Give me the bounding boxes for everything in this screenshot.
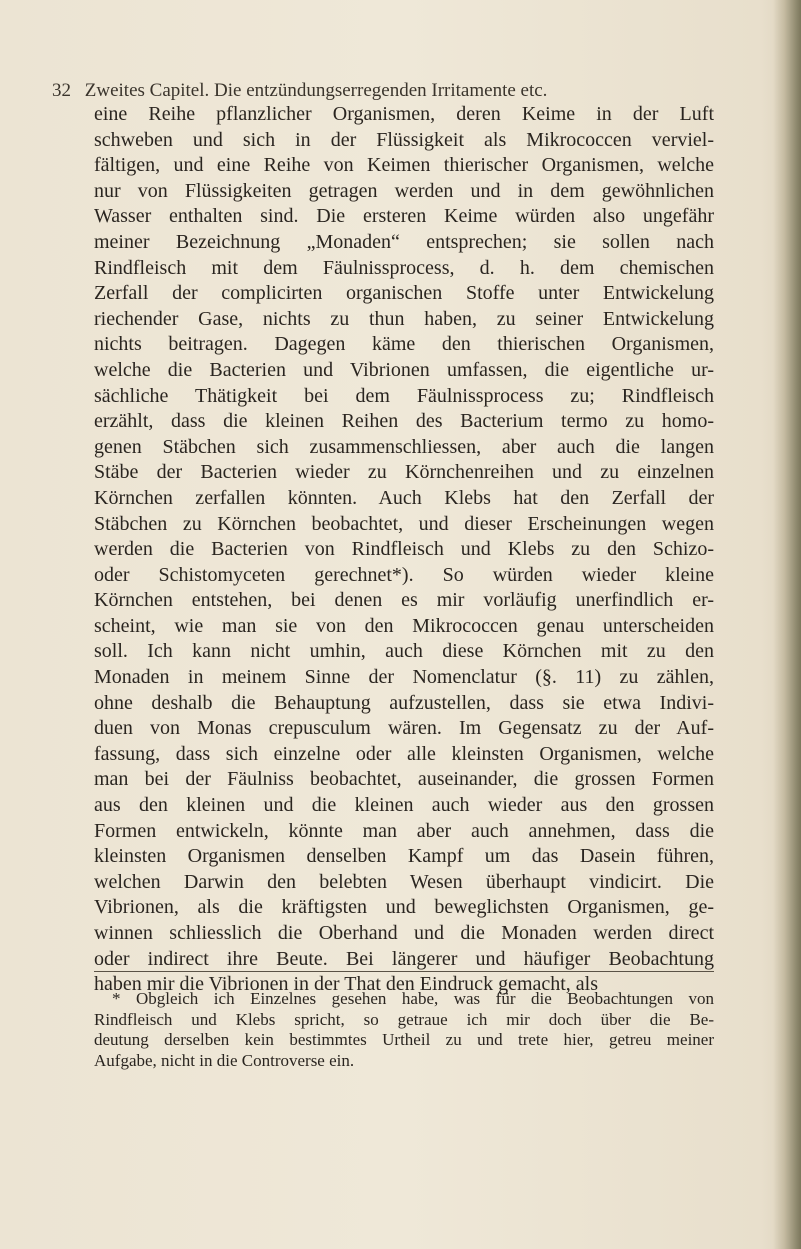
text-line: eine Reihe pflanzlicher Organismen, deren Keime in der Luft <box>94 103 714 125</box>
text-line: welche die Bacterien und Vibrionen umfassen, die eigentliche ur- <box>94 358 714 381</box>
text-line: welchen Darwin den belebten Wesen überhaupt vindicirt. Die <box>94 870 714 893</box>
running-title: Zweites Capitel. Die entzündungserregenden Irritamente etc. <box>84 80 548 101</box>
text-line: man bei der Fäulniss beobachtet, auseinander, die grossen Formen <box>94 768 714 791</box>
text-line: fassung, dass sich einzelne oder alle kleinsten Organismen, welche <box>94 742 714 765</box>
text-line: kleinsten Organismen denselben Kampf um das Dasein führen, <box>94 845 714 868</box>
text-line: Zerfall der complicirten organischen Stoffe unter Entwickelung <box>94 282 714 305</box>
text-line: fältigen, und eine Reihe von Keimen thierischer Organismen, welche <box>94 154 714 177</box>
text-line: soll. Ich kann nicht umhin, auch diese Körnchen mit zu den <box>94 640 714 663</box>
text-line: meiner Bezeichnung „Monaden“ entsprechen; sie sollen nach <box>94 230 714 253</box>
text-line: Vibrionen, als die kräftigsten und beweglichsten Organismen, ge- <box>94 896 714 919</box>
text-line: Rindfleisch mit dem Fäulnissprocess, d. h. dem chemischen <box>94 256 714 279</box>
text-line: schweben und sich in der Flüssigkeit als Mikrococcen verviel- <box>94 128 714 151</box>
text-line: sächliche Thätigkeit bei dem Fäulnissprocess zu; Rindfleisch <box>94 384 714 407</box>
text-line: duen von Monas crepusculum wären. Im Gegensatz zu der Auf- <box>94 717 714 740</box>
text-line: Formen entwickeln, könnte man aber auch annehmen, dass die <box>94 819 714 842</box>
text-line: nichts beitragen. Dagegen käme den thierischen Organismen, <box>94 333 714 356</box>
footnote-rule <box>94 971 714 972</box>
text-line: Körnchen entstehen, bei denen es mir vorläufig unerfindlich er- <box>94 589 714 612</box>
text-line: winnen schliesslich die Oberhand und die Monaden werden direct <box>94 922 714 944</box>
page-edge-shadow <box>773 0 801 1249</box>
text-line: Monaden in meinem Sinne der Nomenclatur (§. 11) zu zählen, <box>94 666 714 689</box>
footnote-line: Rindfleisch und Klebs spricht, so getraue ich mir doch über die Be- <box>94 1009 714 1029</box>
text-line: oder Schistomyceten gerechnet*). So würden wieder kleine <box>94 563 714 586</box>
text-line: ohne deshalb die Behauptung aufzustellen, dass sie etwa Indivi- <box>94 691 714 714</box>
text-line: erzählt, dass die kleinen Reihen des Bacterium termo zu homo- <box>94 410 714 433</box>
footnote <box>94 989 714 1071</box>
main-text <box>94 102 714 998</box>
footnote-line: * Obgleich ich Einzelnes gesehen habe, was für die Beobachtungen von <box>112 989 714 1008</box>
text-line: haben mir die Vibrionen in der That den Eindruck gemacht, als <box>94 973 599 996</box>
text-line: riechender Gase, nichts zu thun haben, zu seiner Entwickelung <box>94 307 714 330</box>
text-line: oder indirect ihre Beute. Bei längerer und häufiger Beobachtung <box>94 947 714 970</box>
text-line: Stäbe der Bacterien wieder zu Körnchenreihen und zu einzelnen <box>94 461 714 484</box>
text-line: scheint, wie man sie von den Mikrococcen genau unterscheiden <box>94 614 714 637</box>
text-line: nur von Flüssigkeiten getragen werden und in dem gewöhnlichen <box>94 179 714 202</box>
footnote-line: Aufgabe, nicht in die Controverse ein. <box>94 1050 355 1070</box>
text-line: aus den kleinen und die kleinen auch wieder aus den grossen <box>94 794 714 817</box>
page-number: 32 <box>52 80 71 101</box>
text-line: Körnchen zerfallen könnten. Auch Klebs hat den Zerfall der <box>94 486 714 509</box>
footnote-line: deutung derselben kein bestimmtes Urtheil zu und trete hier, getreu meiner <box>94 1030 714 1049</box>
text-line: Wasser enthalten sind. Die ersteren Keime würden also ungefähr <box>94 205 714 228</box>
running-header <box>52 80 712 102</box>
text-line: Stäbchen zu Körnchen beobachtet, und dieser Erscheinungen wegen <box>94 512 714 535</box>
text-line: werden die Bacterien von Rindfleisch und Klebs zu den Schizo- <box>94 538 714 561</box>
text-line: genen Stäbchen sich zusammenschliessen, aber auch die langen <box>94 435 714 458</box>
